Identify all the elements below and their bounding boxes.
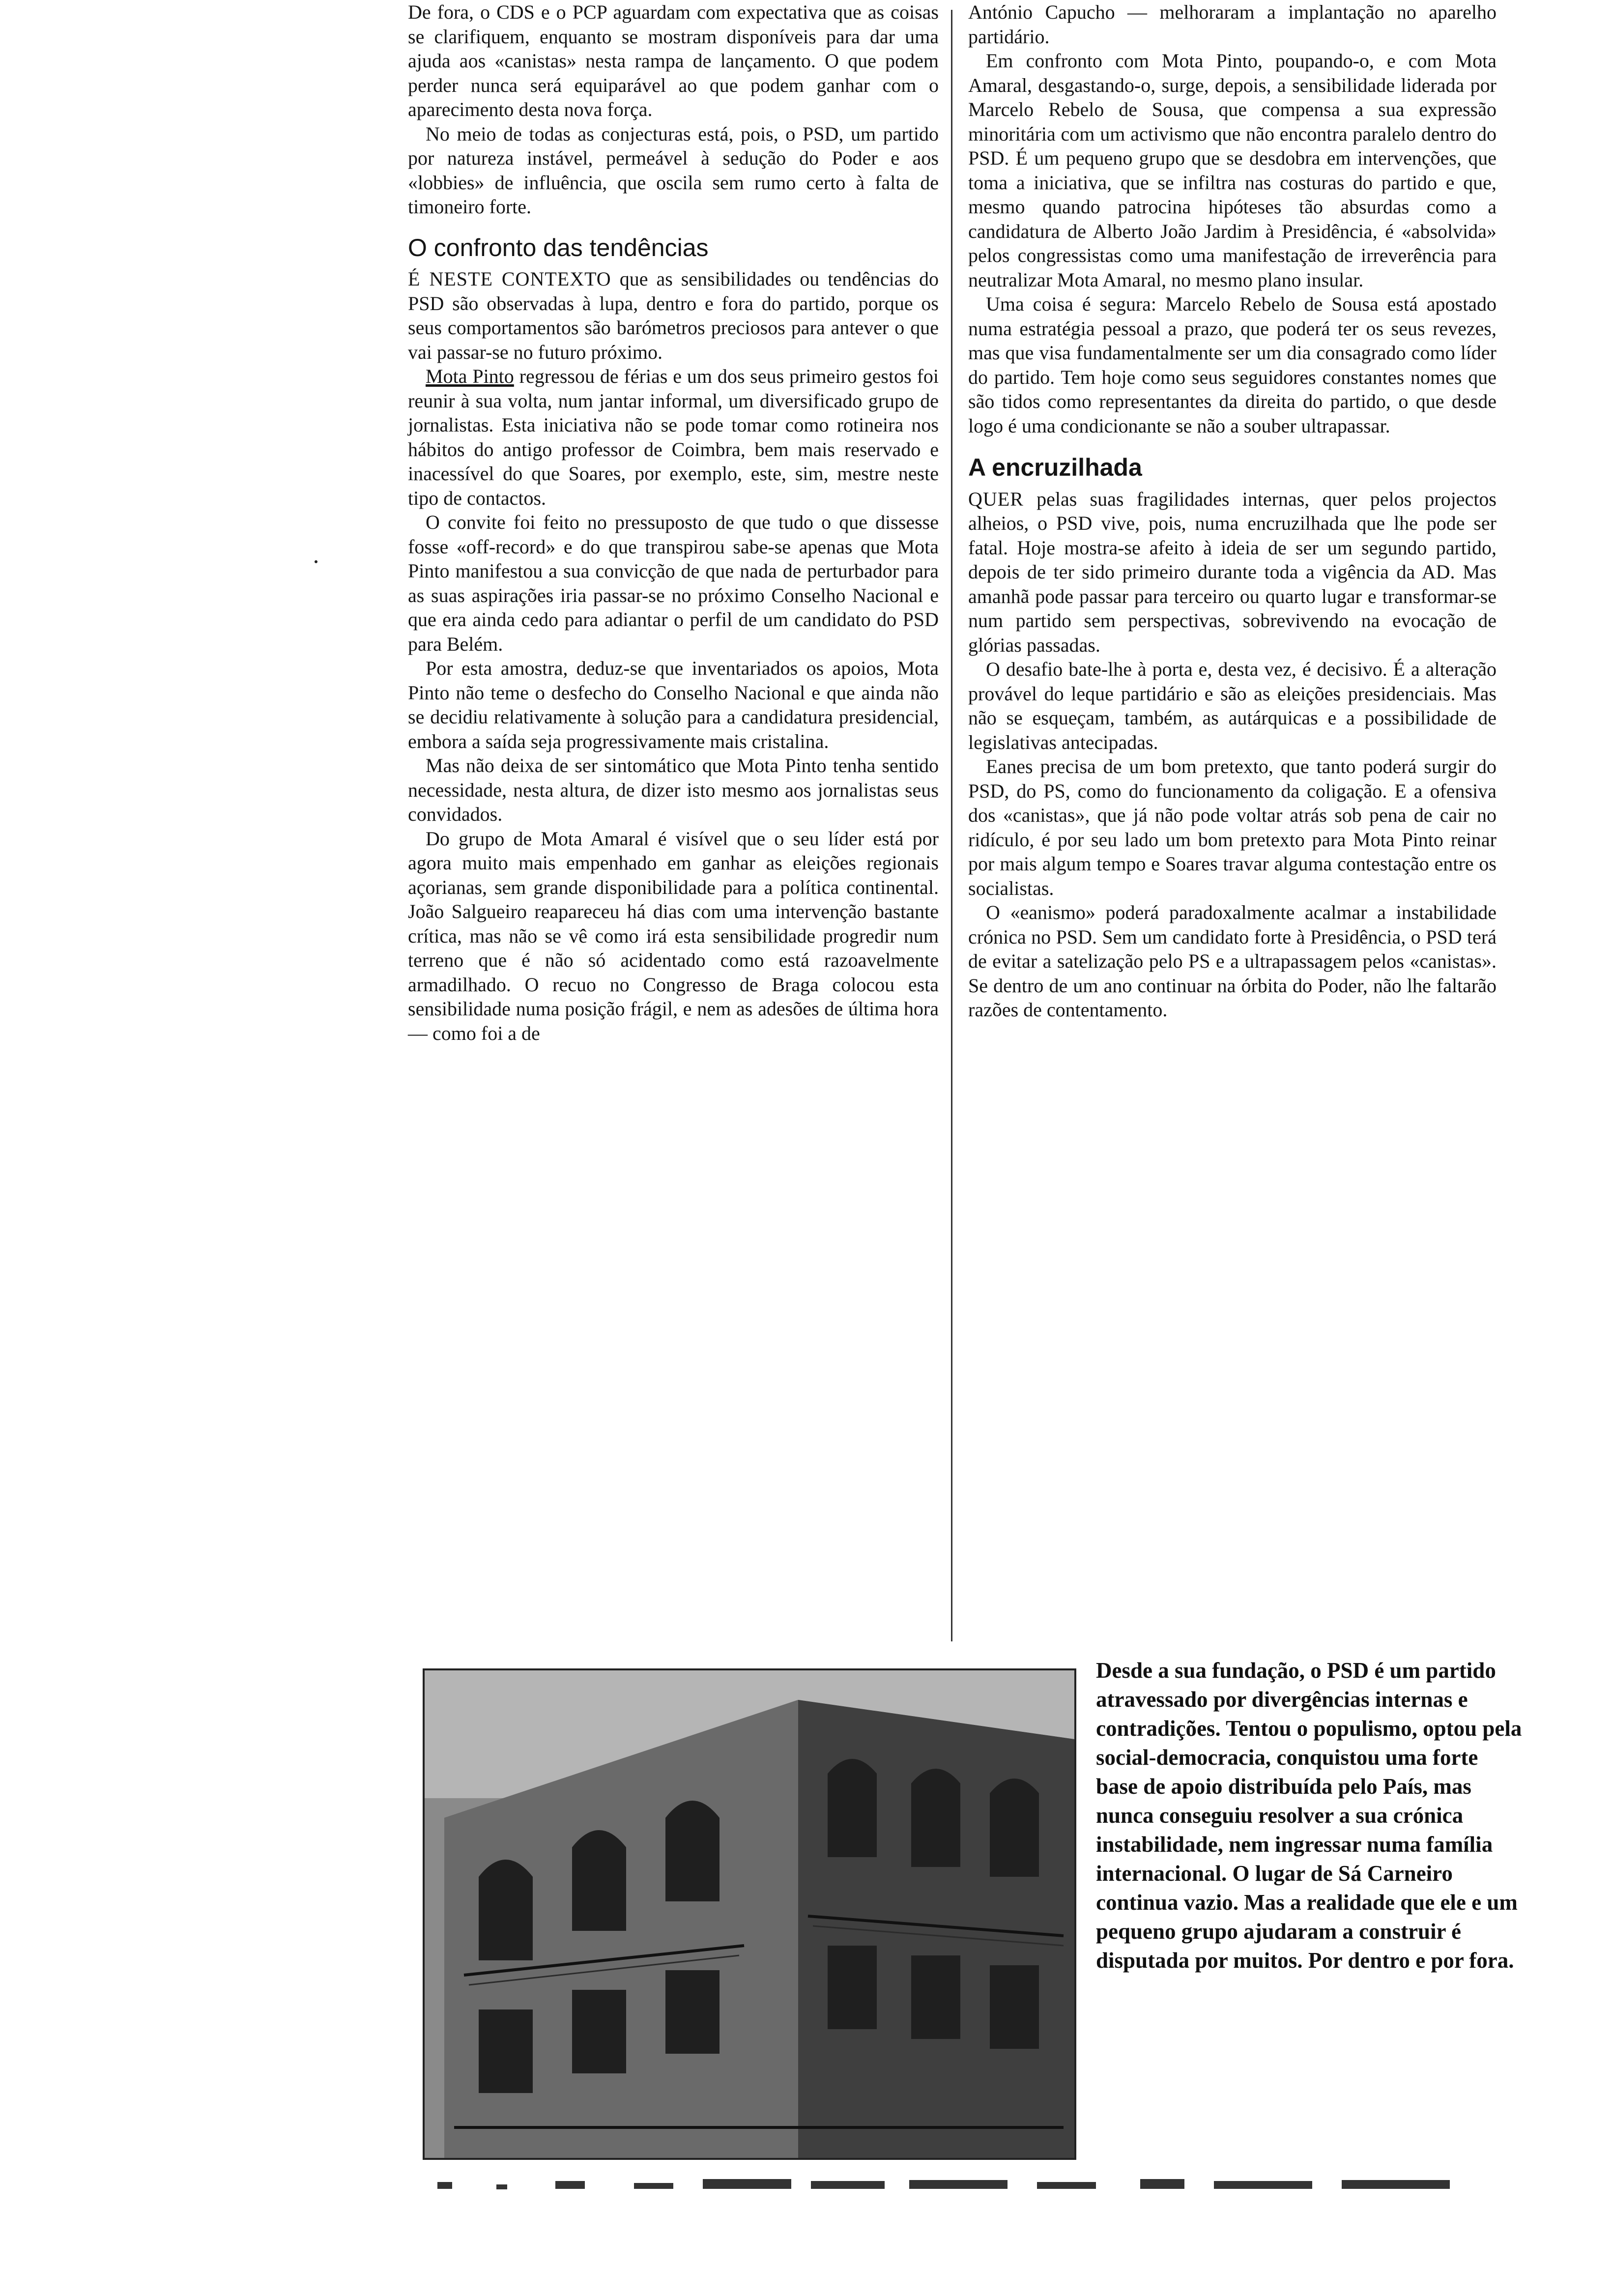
paragraph-text: regressou de férias e um dos seus primeiro gestos foi reunir à sua volta, num jantar informal, um diversificado grupo de jornalistas. Esta iniciativa não se pode tomar como rotineira nos hábitos do antigo professor de Coimbra, bem mais reservado e inacessível do que Soares, por exemplo, este, sim, mestre neste tipo de contactos. [408,365,939,509]
stray-mark [315,560,317,563]
lead-in: QUER [968,488,1024,510]
paragraph: Por esta amostra, deduz-se que inventariados os apoios, Mota Pinto não teme o desfecho do Conselho Nacional e que ainda não se decidiu relativamente à solução para a candidatura presidencial, embora a saída seja progressivamente mais cristalina. [408,657,939,752]
paragraph: António Capucho — melhoraram a implantação no aparelho partidário. [968,1,1497,48]
paragraph-text: pelas suas fragilidades internas, quer pelos projectos alheios, o PSD vive, pois, numa encruzilhada que lhe pode ser fatal. Hoje mostra-se afeito à ideia de ser um segundo partido, depois de ter sido primeiro durante toda a vigência da AD. Mas amanhã pode passar para terceiro ou quarto lugar e transformar-se num partido sem perspectivas, sobrevivendo na evocação de glórias passadas. [968,488,1497,656]
building-photo [423,1668,1076,2160]
paragraph [408,364,939,510]
paragraph: Eanes precisa de um bom pretexto, que tanto poderá surgir do PSD, do PS, como do funcionamento da coligação. E a ofensiva dos «canistas», que já não pode voltar atrás sob pena de cair no ridículo, é por seu lado um bom pretexto para Mota Pinto reinar por mais algum tempo e Soares travar alguma contestação entre os socialistas. [968,755,1497,899]
paragraph: O desafio bate-lhe à porta e, desta vez, é decisivo. É a alteração provável do leque partidário e são as eleições presidenciais. Mas não se esqueçam, também, as autárquicas e a possibilidade de legislativas antecipadas. [968,658,1497,753]
building-illustration [425,1670,1074,2158]
paragraph: De fora, o CDS e o PCP aguardam com expectativa que as coisas se clarifiquem, enquanto se mostram disponíveis para dar uma ajuda aos «canistas» nesta rampa de lançamento. O que podem perder nunca será equiparável ao que podem ganhar com o aparecimento desta nova força. [408,1,939,120]
paragraph-text: que as sensibilidades ou tendências do PSD são observadas à lupa, dentro e fora do partido, porque os seus comportamentos são barómetros preciosos para antever o que vai passar-se no futuro próximo. [408,268,939,363]
paragraph: No meio de todas as conjecturas está, pois, o PSD, um partido por natureza instável, permeável à sedução do Poder e aos «lobbies» de influência, que oscila sem rumo certo à falta de timoneiro forte. [408,122,939,218]
subheading: O confronto das tendências [408,233,709,261]
paragraph: O convite foi feito no pressuposto de que tudo o que dissesse fosse «off-record» e do que transpirou sabe-se apenas que Mota Pinto manifestou a sua convicção de que nada de perturbador para as suas aspirações iria passar-se no próximo Conselho Nacional e que era ainda cedo para adiantar o perfil de um candidato do PSD para Belém. [408,511,939,655]
paragraph [968,487,1497,658]
scan-noise [428,2172,1524,2202]
lead-in: É NESTE CONTEXTO [408,268,611,290]
column-rule [951,10,952,1641]
paragraph: Uma coisa é segura: Marcelo Rebelo de Sousa está apostado numa estratégia pessoal a prazo, que poderá ter os seus revezes, mas que visa fundamentalmente ser um dia consagrado como líder do partido. Tem hoje como seus seguidores constantes nomes que são tidos como representantes da direita do partido, o que desde logo é uma condicionante se não a souber ultrapassar. [968,293,1497,437]
lead-in: Mota Pinto [426,365,514,387]
paragraph: Em confronto com Mota Pinto, poupando-o, e com Mota Amaral, desgastando-o, surge, depois, a sensibilidade liderada por Marcelo Rebelo de Sousa, que compensa a sua expressão minoritária com um activismo que não encontra paralelo dentro do PSD. É um pequeno grupo que se desdobra em intervenções, que toma a iniciativa, que se infiltra nas costuras do partido e que, mesmo quando patrocina hipóteses tão absurdas como a candidatura de Alberto João Jardim à Presidência, é «absolvida» pelos congressistas como uma manifestação de irreverência para neutralizar Mota Amaral, no mesmo plano insular. [968,50,1497,291]
paragraph: Mas não deixa de ser sintomático que Mota Pinto tenha sentido necessidade, nesta altura, de dizer isto mesmo aos jornalistas seus convidados. [408,754,939,825]
paragraph [408,267,939,364]
subheading: A encruzilhada [968,454,1142,481]
paragraph: O «eanismo» poderá paradoxalmente acalmar a instabilidade crónica no PSD. Sem um candidato forte à Presidência, o PSD terá de evitar a satelização pelo PS e a ultrapassagem pelos «canistas». Se dentro de um ano continuar na órbita do Poder, não lhe faltarão razões de contentamento. [968,901,1497,1021]
article-column-left [408,0,939,1045]
paragraph: Do grupo de Mota Amaral é visível que o seu líder está por agora muito mais empenhado em ganhar as eleições regionais açorianas, sem grande disponibilidade para a política continental. João Salgueiro reapareceu há dias com uma intervenção bastante crítica, mas não se vê como irá esta sensibilidade progredir num terreno que é não só acidentado como está razoavelmente armadilhado. O recuo no Congresso de Braga colocou esta sensibilidade numa posição frágil, e nem as adesões de última hora — como foi a de [408,827,939,1044]
photo-caption: Desde a sua fundação, o PSD é um partido atravessado por divergências internas e contradições. Tentou o populismo, optou pela social-democracia, conquistou uma forte base de apoio distribuída pelo País, mas nunca conseguiu resolver a sua crónica instabilidade, nem ingressar numa família internacional. O lugar de Sá Carneiro continua vazio. Mas a realidade que ele e um pequeno grupo ajudaram a construir é disputada por muitos. Por dentro e por fora. [1096,1658,1522,1973]
article-column-right [968,0,1497,1022]
